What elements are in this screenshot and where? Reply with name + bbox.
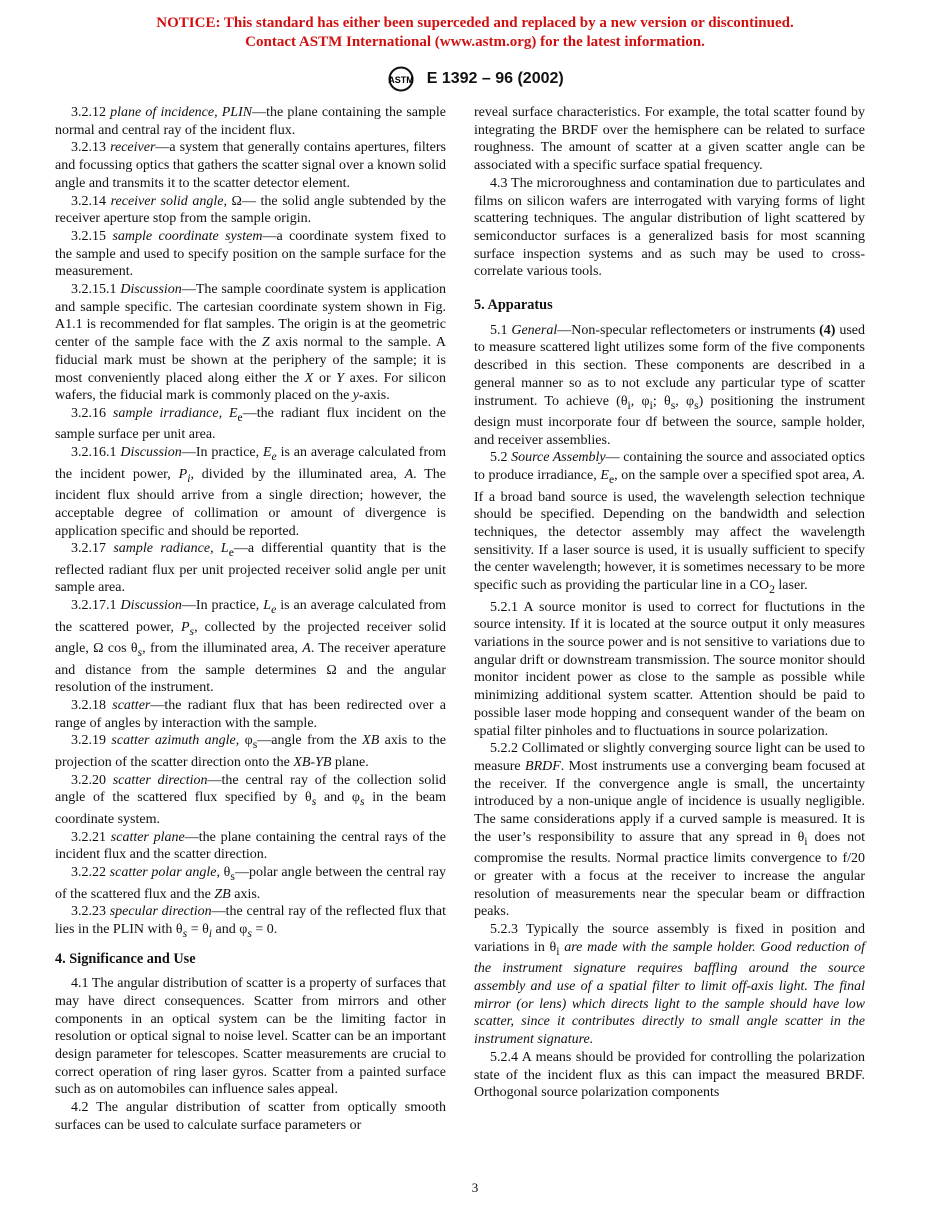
section-5-heading: 5. Apparatus: [474, 297, 553, 314]
notice-line-2: Contact ASTM International (www.astm.org) for the latest information.: [245, 34, 705, 50]
para-4-3: 4.3 The microroughness and contamination due to particulates and films on silicon wafers are interrogated with varying forms of light scattering techniques. The angular distribution of light scattered by semiconductor surfaces is a generalized basis for most scanning surface inspection systems and as such may be used to cross-correlate various tools.: [474, 175, 865, 280]
def-3-2-12: 3.2.12 plane of incidence, PLIN—the plane containing the sample normal and central ray of the incident flux.: [55, 105, 446, 138]
def-3-2-22: 3.2.22 scatter polar angle, $\theta_s—polar$ angle between the central ray of the scattered flux and the ZB axis.: [55, 865, 446, 902]
def-3-2-17-1: 3.2.17.1 Discussion—In practice, $L_e$ is an average calculated from the scattered power, $P_s$, collected by the projected receiver solid angle, Ω $\cos \theta_s$, from the illuminated area, A. The receiver aperature and distance from the sample determines Ω and the angular resolution of the instrument.: [55, 598, 447, 696]
def-3-2-18: 3.2.18 scatter—the radiant flux that has been redirected over a range of angles by interaction with the sample.: [55, 698, 447, 731]
def-3-2-14: 3.2.14 receiver solid angle, Ω— the solid angle subtended by the receiver aperture stop from the sample origin.: [55, 193, 446, 227]
def-3-2-17: 3.2.17 sample radiance, $L_e—a$ differential quantity that is the reflected radiant flux per unit projected receiver solid angle per unit sample area.: [55, 541, 446, 596]
para-5-2-1: 5.2.1 A source monitor is used to correct for fluctutions in the source intensity. If it is located at the source output it only measures variations in the source power and is not sensitive to variations due to angular drift or downstream transmission. The source monitor should monitor incident power as close to the sample as possible while minimizing additional system scatter. Attention should be paid to possible laser mode hopping and consequent wander of the beam on spatial filter pinholes and to fluctuations in source polarization.: [474, 599, 865, 739]
def-3-2-23: 3.2.23 specular direction—the central ray of the reflected flux that lies in the PLIN with $\theta_s = \theta_i$ and $\varphi_s = 0$.: [55, 904, 446, 940]
para-4-2: 4.2 The angular distribution of scatter from optically smooth surfaces can be used to calculate surface parameters or: [55, 1100, 446, 1133]
def-3-2-19: 3.2.19 scatter azimuth angle, $\varphi_s—angle$ from the XB axis to the projection of the scatter direction onto the XB-YB plane.: [55, 733, 446, 770]
def-3-2-21: 3.2.21 scatter plane—the plane containing the central rays of the incident flux and the scatter direction.: [55, 829, 446, 863]
para-4-2-continued: reveal surface characteristics. For example, the total scatter found by integrating the BRDF over the hemisphere can be related to surface roughness. The amount of scatter at a given scatter angle can be associated with a specific surface spatial frequency.: [474, 105, 865, 174]
def-3-2-16: 3.2.16 sample irradiance, $E_e—the$ radiant flux incident on the sample surface per unit area.: [55, 405, 446, 443]
astm-logo-icon: [386, 66, 416, 92]
def-3-2-13: 3.2.13 receiver—a system that generally contains apertures, filters and focussing optics that gathers the scatter signal over a known solid angle and transmits it to the scatter detector element.: [55, 140, 447, 191]
def-3-2-20: 3.2.20 scatter direction—the central ray of the collection solid angle of the scattered flux specified by $\theta_s$ and $\varphi_s$ in the beam coordinate system.: [55, 772, 447, 827]
def-3-2-16-1: 3.2.16.1 Discussion—In practice, $E_e$ is an average calculated from the incident power, $P_i$, divided by the illuminated area, A. The incident flux should arrive from a single direction; however, the acceptable degree of collimation or amount of divergence is application specific and should be reported.: [55, 445, 447, 539]
para-5-2-2: 5.2.2 Collimated or slightly converging source light can be used to measure BRDF. Most instruments use a converging beam focused at the receiver. If the convergence angle is small, the uncertainty introduced by a non-unique angle of incidence is usually negligible. The same considerations apply if a curved sample is measured. It is the user’s responsibility to assure that any spread in $\theta_i$ does not compromise the results. Normal practice limits convergence to f/20 or greater with a focus at the receiver to increase the angular resolution of measurements near the specular beam or diffraction peaks.: [474, 741, 865, 920]
astm-logo-text: ASTM: [388, 75, 415, 85]
def-3-2-15: 3.2.15 sample coordinate system—a coordinate system fixed to the sample and used to specify position on the sample surface for the measurement.: [55, 228, 447, 280]
page-number: 3: [471, 1180, 479, 1195]
document-header: [0, 66, 950, 92]
left-column: [55, 104, 446, 1134]
para-5-1: 5.1 General—Non-specular reflectometers or instruments (4) used to measure scattered light utilizes some form of the five components described in this section. These components are described in a general manner so as to not exclude any particular type of scatter instrument. To achieve ($\theta_i$, $\varphi_i$; $\theta_s$, $\varphi_s$) positioning the instrument design must incorporate four df between the source, sample holder, and receiver assemblies.: [474, 322, 865, 448]
para-5-2: 5.2 Source Assembly— containing the source and associated optics to produce irradiance, $E_e$, on the sample over a specified spot area, A. If a broad band source is used, the wavelength selection technique should be specified. Depending on the bandwidth and selection techniques, the detector assembly may affect the wavelength sensitivity. If a laser source is used, it is usually sufficient to specify the center wavelength; however, it is sometimes necessary to be more specific such as providing the particular line in a $CO_2$ laser.: [474, 450, 865, 596]
def-3-2-15-1: 3.2.15.1 Discussion—The sample coordinate system is application and sample specific. The cartesian coordinate system shown in Fig. A1.1 is recommended for flat samples. The origin is at the geometric center of the sample face with the Z axis normal to the sample. A fiducial mark must be shown at the periphery of the sample; it is most conveniently placed along either the X or Y axes. For silicon wafers, the fiducial mark is commonly placed on the y-axis.: [55, 282, 447, 404]
para-5-2-3: 5.2.3 Typically the source assembly is fixed in position and variations in $\theta_i$ are made with the sample holder. Good reduction of the instrument signature requires baffling around the source assembly and use of a spatial filter to limit off-axis light. The final mirror (or lens) which directs light to the sample should have low scatter, since it contributes directly to small angle scatter in the instrument signature.: [474, 922, 865, 1048]
para-5-2-4: 5.2.4 A means should be provided for controlling the polarization state of the incident flux as this can impact the measured BRDF. Orthogonal source polarization components: [474, 1049, 865, 1101]
standard-designation: E 1392 – 96 (2002): [426, 70, 564, 88]
notice-line-1: NOTICE: This standard has either been superceded and replaced by a new version or discontinued.: [156, 15, 794, 31]
section-4-heading: 4. Significance and Use: [55, 951, 196, 968]
right-column: [474, 104, 865, 1102]
supersession-notice: [0, 14, 950, 52]
para-4-1: 4.1 The angular distribution of scatter is a property of surfaces that may have direct consequences. Scatter from mirrors and other components in an optical system can be the limiting factor in resolution or optical signal to noise level. Scatter can be an important design parameter for telescopes. Scatter measurements are crucial to correct operation of ring laser gyros. Scatter from a painted surface such as on automobiles can influence sales appeal.: [55, 976, 446, 1098]
